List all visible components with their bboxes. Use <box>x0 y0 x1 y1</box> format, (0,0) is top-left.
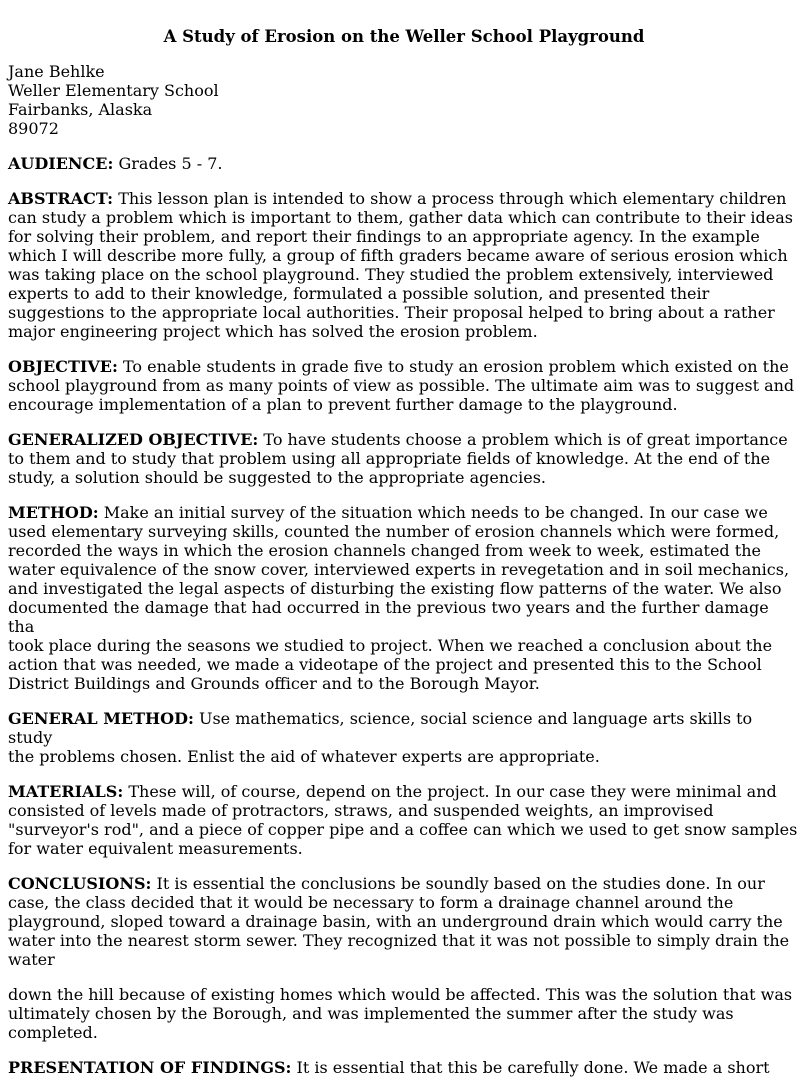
conclusions-text: It is essential the conclusions be soundly based on the studies done. In our case, the class decided that it would be necessary to form a drainage channel around the playground, sloped toward a drainage basin, with an underground drain which would carry the water into the nearest storm sewer. They recognized that it was not possible to simply drain the water <box>8 874 790 969</box>
author-school: Weller Elementary School <box>8 81 219 100</box>
document-title: A Study of Erosion on the Weller School Playground <box>163 27 645 46</box>
generalized-objective-section <box>8 430 800 487</box>
conclusions-continuation: down the hill because of existing homes which would be affected. This was the solution that was ultimately chosen by the Borough, and was implemented the summer after the study was completed. <box>8 985 793 1042</box>
abstract-section <box>8 189 800 341</box>
presentation-of-findings-section <box>8 1058 800 1077</box>
presentation-of-findings-label: PRESENTATION OF FINDINGS: <box>8 1058 292 1077</box>
generalized-objective-label: GENERALIZED OBJECTIVE: <box>8 430 259 449</box>
author-block <box>8 62 800 138</box>
abstract-label: ABSTRACT: <box>8 189 114 208</box>
conclusions-label: CONCLUSIONS: <box>8 874 152 893</box>
abstract-text: This lesson plan is intended to show a process through which elementary children can study a problem which is important to them, gather data which can contribute to their ideas for solving their problem, and report their findings to an appropriate agency. In the example which I will describe more fully, a group of fifth graders became aware of serious erosion which was taking place on the school playground. They studied the problem extensively, interviewed experts to add to their knowledge, formulated a possible solution, and presented their suggestions to the appropriate local authorities. Their proposal helped to bring about a rather major engineering project which has solved the erosion problem. <box>8 189 793 341</box>
method-text: Make an initial survey of the situation which needs to be changed. In our case we used elementary surveying skills, counted the number of erosion channels which were formed, recorded the ways in which the erosion channels changed from week to week, estimated the water equivalence of the snow cover, interviewed experts in revegetation and in soil mechanics, and investigated the legal aspects of disturbing the existing flow patterns of the water. We also documented the damage that had occurred in the previous two years and the further damage tha took place during the seasons we studied to project. When we reached a conclusion about the action that was needed, we made a videotape of the project and presented this to the School District Buildings and Grounds officer and to the Borough Mayor. <box>8 503 790 693</box>
materials-section <box>8 782 800 858</box>
audience-text: Grades 5 - 7. <box>118 154 223 173</box>
document-page <box>8 0 800 1077</box>
general-method-section <box>8 709 800 766</box>
audience-label: AUDIENCE: <box>8 154 114 173</box>
presentation-of-findings-text: It is essential that this be carefully done. We made a short <box>296 1058 770 1077</box>
author-zip: 89072 <box>8 119 59 138</box>
materials-text: These will, of course, depend on the project. In our case they were minimal and consisted of levels made of protractors, straws, and suspended weights, an improvised "surveyor's rod", and a piece of copper pipe and a coffee can which we used to get snow samples for water equivalent measurements. <box>8 782 798 858</box>
objective-section <box>8 357 800 414</box>
generalized-objective-text: To have students choose a problem which is of great importance to them and to study that problem using all appropriate fields of knowledge. At the end of the study, a solution should be suggested to the appropriate agencies. <box>8 430 788 487</box>
author-city: Fairbanks, Alaska <box>8 100 153 119</box>
general-method-label: GENERAL METHOD: <box>8 709 194 728</box>
method-label: METHOD: <box>8 503 99 522</box>
author-name: Jane Behlke <box>8 62 105 81</box>
general-method-text: Use mathematics, science, social science and language arts skills to study the problems chosen. Enlist the aid of whatever experts are appropriate. <box>8 709 753 766</box>
materials-label: MATERIALS: <box>8 782 124 801</box>
objective-text: To enable students in grade five to study an erosion problem which existed on the school playground from as many points of view as possible. The ultimate aim was to suggest and encourage implementation of a plan to prevent further damage to the playground. <box>8 357 795 414</box>
audience-section <box>8 154 800 173</box>
objective-label: OBJECTIVE: <box>8 357 118 376</box>
method-section <box>8 503 800 693</box>
conclusions-section <box>8 874 800 969</box>
